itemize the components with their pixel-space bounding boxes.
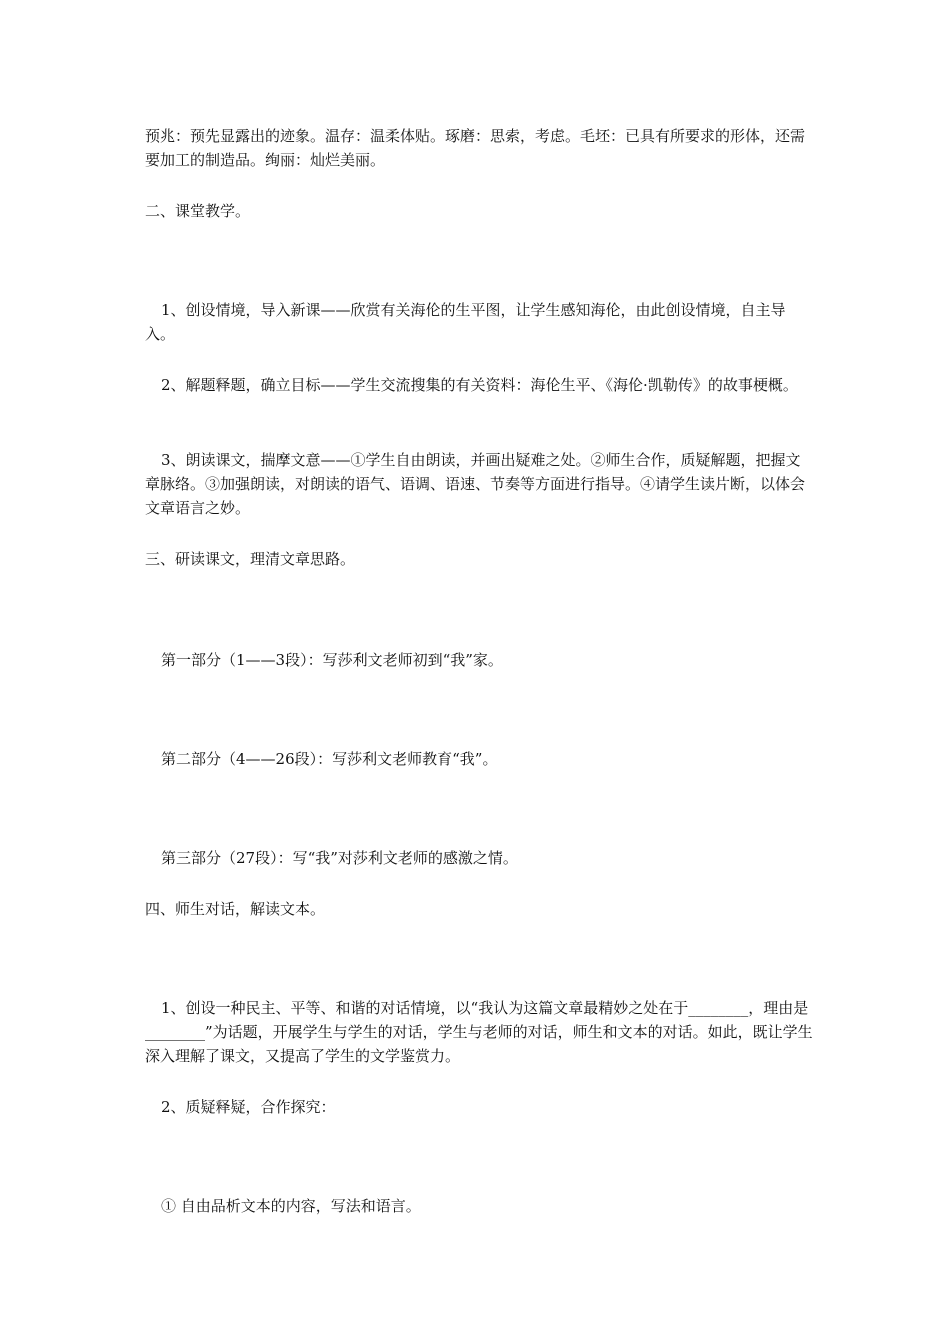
section-heading-classroom-teaching: 二、课堂教学。 [145,202,251,220]
analysis-point-1: ① 自由品析文本的内容，写法和语言。 [161,1197,421,1215]
teaching-step-2: 2、解题释题，确立目标——学生交流搜集的有关资料：海伦生平、《海伦·凯勒传》的故事梗概。 [161,376,798,394]
section-heading-study-text: 三、研读课文，理清文章思路。 [145,550,356,568]
text-part-3: 第三部分（27段）：写“我”对莎利文老师的感激之情。 [161,849,518,867]
dialogue-step-2: 2、质疑释疑，合作探究： [161,1098,336,1116]
dialogue-step-1: 1、创设一种民主、平等、和谐的对话情境，以“我认为这篇文章最精妙之处在于________，理由是________”为话题，开展学生与学生的对话，学生与老师的对话，师生和文本的对话。如此，既让学生深入理解了课文，又提高了学生的文学鉴赏力。 [145,999,813,1065]
text-part-2: 第二部分（4——26段）：写莎利文老师教育“我”。 [161,750,498,768]
text-part-1: 第一部分（1——3段）：写莎利文老师初到“我”家。 [161,651,503,669]
teaching-step-3: 3、朗读课文，揣摩文意——①学生自由朗读，并画出疑难之处。②师生合作，质疑解题，把握文章脉络。③加强朗读，对朗读的语气、语调、语速、节奏等方面进行指导。④请学生读片断，以体会文章语言之妙。 [145,451,806,517]
teaching-step-1: 1、创设情境，导入新课——欣赏有关海伦的生平图，让学生感知海伦，由此创设情境，自主导入。 [145,301,786,343]
section-heading-dialogue: 四、师生对话，解读文本。 [145,900,326,918]
vocabulary-paragraph: 预兆：预先显露出的迹象。温存：温柔体贴。琢磨：思索，考虑。毛坯：已具有所要求的形体，还需要加工的制造品。绚丽：灿烂美丽。 [145,127,806,169]
